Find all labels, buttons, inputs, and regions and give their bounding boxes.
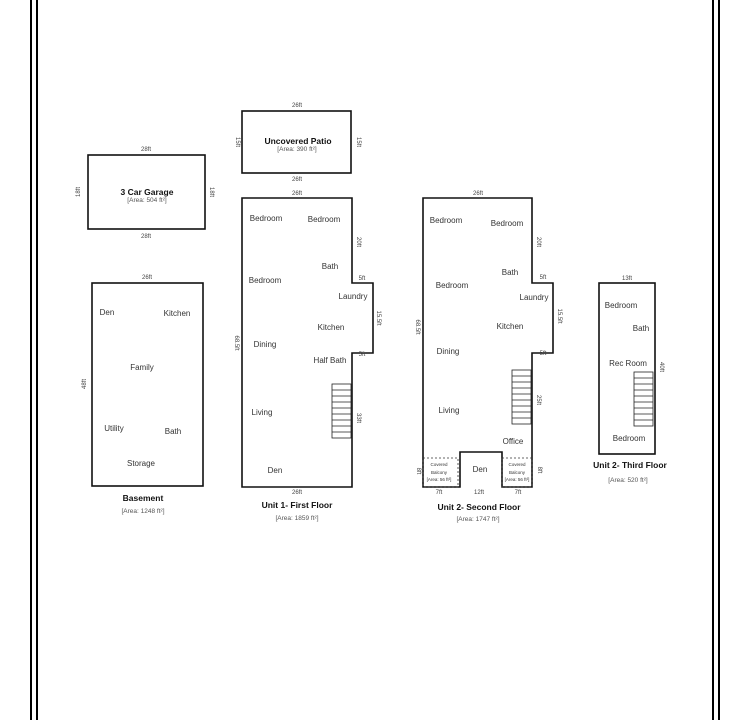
basement-top-dim: 26ft [141,275,153,281]
unit1-right-top-dim: 20ft [355,236,361,248]
unit3-right-dim: 40ft [658,361,664,373]
unit1-left-dim: 68.5ft [233,335,239,351]
unit1-staircase [332,384,351,438]
unit3-plan [593,276,667,484]
unit2-stair-dim: 25ft [535,394,541,406]
unit3-area: [Area: 520 ft²] [608,477,648,484]
unit2-room-bedroom-1: Bedroom [429,216,463,225]
patio-left-dim: 15ft [234,136,240,148]
unit2-top-dim: 26ft [472,191,484,197]
unit1-room-half-bath: Half Bath [313,356,347,365]
unit1-plan [233,191,381,522]
unit1-room-den: Den [267,466,283,475]
basement-room-kitchen: Kitchen [163,309,191,318]
basement-side-dim: 48ft [82,378,88,390]
unit3-top-dim: 13ft [621,276,633,282]
unit2-title: Unit 2- Second Floor [437,502,521,512]
unit2-balcony1-label-1: Covered [430,462,448,467]
unit2-room-bedroom-3: Bedroom [435,281,469,290]
unit2-bottom-left-dim: 7ft [435,490,443,496]
unit1-top-dim: 26ft [291,191,303,197]
patio-bottom-dim: 26ft [291,177,303,183]
unit1-title: Unit 1- First Floor [261,500,333,510]
unit2-balcony1-label-2: Balcony [430,470,448,475]
unit1-room-dining: Dining [253,340,277,349]
unit1-room-bedroom-3: Bedroom [248,276,282,285]
unit2-room-laundry: Laundry [519,293,549,302]
basement-plan [82,275,203,515]
unit1-notch-side-dim: 15.5ft [375,310,381,326]
unit2-room-bath: Bath [501,268,519,277]
unit1-room-bedroom-2: Bedroom [307,215,341,224]
patio-top-dim: 26ft [291,103,303,109]
patio-plan [234,103,361,183]
unit2-notch-bottom-dim: 5ft [539,351,547,357]
basement-room-family: Family [130,363,154,372]
unit1-room-kitchen: Kitchen [317,323,345,332]
garage-title: 3 Car Garage [120,187,174,197]
unit2-balcony-right-dim: 8ft [536,466,542,474]
unit2-staircase [512,370,531,424]
basement-area: [Area: 1248 ft²] [121,508,165,515]
garage-area: [Area: 504 ft²] [127,197,167,204]
unit3-room-bedroom-1: Bedroom [604,301,638,310]
basement-room-storage: Storage [126,459,156,468]
garage-right-dim: 18ft [208,186,214,198]
basement-room-den: Den [99,308,115,317]
unit1-room-living: Living [251,408,273,417]
unit2-room-dining: Dining [436,347,460,356]
unit2-balcony-left-dim: 8ft [415,467,421,475]
basement-title: Basement [122,493,164,503]
unit2-balcony2-label-1: Covered [508,462,526,467]
basement-room-utility: Utility [104,424,124,433]
unit3-room-rec-room: Rec Room [609,359,647,368]
unit2-outline [423,198,553,487]
unit2-room-kitchen: Kitchen [496,322,524,331]
garage-left-dim: 18ft [76,186,82,198]
unit2-room-bedroom-2: Bedroom [490,219,524,228]
unit2-room-office: Office [502,437,524,446]
unit1-notch-top-dim: 5ft [358,276,366,282]
unit1-area: [Area: 1859 ft²] [275,515,319,522]
unit2-balcony2-label-2: Balcony [508,470,526,475]
unit1-stair-dim: 33ft [355,412,361,424]
unit2-balcony1-area: [Area: 56 ft²] [426,477,452,482]
unit1-bottom-dim: 26ft [291,490,303,496]
unit1-room-bath: Bath [321,262,339,271]
unit1-room-bedroom-1: Bedroom [249,214,283,223]
unit3-title: Unit 2- Third Floor [593,460,667,470]
garage-top-dim: 28ft [140,147,152,153]
unit2-left-dim: 68.5ft [414,319,420,335]
garage-plan [76,147,214,240]
unit2-notch-side-dim: 15.5ft [556,308,562,324]
garage-bottom-dim: 28ft [140,234,152,240]
patio-right-dim: 15ft [355,136,361,148]
unit2-area: [Area: 1747 ft²] [456,516,500,523]
patio-area: [Area: 390 ft²] [277,146,317,153]
unit1-notch-bottom-dim: 5ft [358,352,366,358]
unit2-balcony2-area: [Area: 56 ft²] [504,477,530,482]
unit2-bottom-mid-dim: 12ft [473,490,485,496]
unit2-bottom-right-dim: 7ft [514,490,522,496]
unit2-room-den: Den [472,465,488,474]
unit1-room-laundry: Laundry [338,292,368,301]
unit2-notch-top-dim: 5ft [539,275,547,281]
basement-room-bath: Bath [164,427,182,436]
unit2-room-living: Living [438,406,460,415]
unit3-room-bedroom-2: Bedroom [612,434,646,443]
unit3-room-bath: Bath [632,324,650,333]
unit3-staircase [634,372,653,426]
patio-title: Uncovered Patio [264,136,332,146]
unit2-right-top-dim: 20ft [535,236,541,248]
unit2-plan [414,191,562,523]
